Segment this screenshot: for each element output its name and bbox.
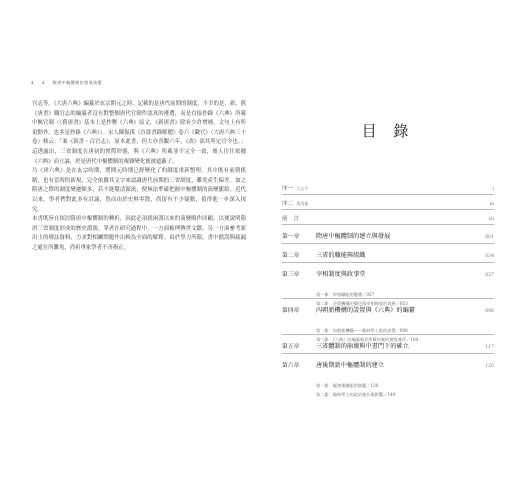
toc-page-number: 034 (485, 254, 494, 259)
toc-page-number: xii (488, 217, 494, 222)
chapter-title: 唐後期新中樞體制的建立 (316, 362, 385, 369)
chapter-number: 第六章 (282, 363, 300, 369)
toc-front-author: 王志平 (296, 186, 309, 191)
chapter-title: 隋唐中樞體制的建立與發展 (316, 233, 391, 240)
toc-chapter[interactable] (282, 299, 494, 342)
toc-front-label: 序一 (282, 186, 294, 192)
toc-section[interactable] (282, 281, 494, 297)
toc-front-item[interactable] (282, 195, 494, 210)
toc-page-number: iii (489, 202, 494, 207)
section-label: 第二節 《六典》的編纂與其所載官制的實際運作／104 (316, 336, 419, 342)
chapter-title: 宰相制度與政事堂 (316, 271, 366, 278)
chapter-title: 三省的職能與組織 (316, 252, 366, 259)
toc-section[interactable] (282, 317, 494, 333)
paragraph: 乃《唐六典》是在玄宗時期，將開元時期已經變化了的制度重新整理，其中既有前朝舊制，也有當時的新規，完全依據其文字來認識唐代前期的三省制度，難免產生偏差。加之隋唐之際的制度變遷頗多，若不能釐清源流，便無法準確把握中樞體制的演變脈絡。近代以來，學者們對此多有討論，然而由於史料零散，尚留有不少疑點，值得進一步深入探究。 (32, 168, 246, 213)
toc-page-number: i (492, 187, 494, 192)
chapter-number: 第二章 (282, 253, 300, 259)
toc-list (282, 180, 494, 397)
book-title: 隋唐中樞體制的發展演變 (52, 80, 103, 85)
toc-front-author: 黃清連 (296, 201, 309, 206)
left-page (28, 78, 250, 436)
toc-front-label: 序二 (282, 201, 294, 207)
toc-page-number: 096 (485, 309, 494, 314)
paragraph: 本書既旨在探討隋唐中樞體制的轉折，因此必須就兩漢以來的演變略作回顧，以便說明隋唐三省制度形成的歷史淵源。筆者在研究過程中，一方面梳理傳世文獻，另一方面參考新出土的碑誌資料，力求對相關問題作出較為全面的解釋。由於學力所限，書中錯誤與疏漏之處在所難免，尚祈專家學者不吝指正。 (32, 216, 246, 251)
toc-page-number: 037 (485, 273, 494, 278)
toc-front-item[interactable] (282, 210, 494, 225)
chapter-number: 第四章 (282, 308, 300, 314)
toc-page-number: 120 (485, 364, 494, 369)
page-number: 4 (31, 80, 35, 85)
section-label: 第二節 翰林學士的政治地位與影響／144 (316, 391, 396, 397)
chapter-title: 內朝新機構的設置與《六典》的編纂 (316, 307, 415, 314)
toc-front-item[interactable] (282, 180, 494, 195)
toc-section[interactable] (282, 381, 494, 397)
toc-chapter[interactable] (282, 354, 494, 397)
chapter-number: 第一章 (282, 234, 300, 240)
running-head (31, 80, 108, 86)
toc-section[interactable] (282, 290, 494, 306)
page-number-secondary: 4 (41, 80, 45, 85)
toc-title: 目 錄 (361, 122, 415, 140)
section-label: 第一節 宰相職能的變遷／057 (316, 292, 375, 297)
section-label: 第一節 內朝新機構——翰林學士院的設置／096 (316, 328, 408, 333)
toc-chapter[interactable] (282, 244, 494, 263)
toc-chapter[interactable] (282, 263, 494, 306)
chapter-title: 三省體制的崩壞與中書門下的確立 (316, 343, 409, 350)
toc-chapter[interactable] (282, 335, 494, 354)
toc-page-number: 001 (485, 235, 494, 240)
toc-front-label: 前 言 (282, 216, 299, 222)
toc-section[interactable] (282, 326, 494, 342)
section-label: 第二節 決策機構的變化與宰相制度的發展／053 (316, 300, 408, 306)
paragraph: 官志等。《大唐六典》編纂於玄宗開元之時，記載的是唐代前期的制度，不幸的是，新、舊《唐書》職官志的編纂者沒有對整個唐代官制作認真的遴選，而是直接抄錄《六典》所載中樞官制（《舊唐書》基本上是抄襲《六典》原文，《新唐書》除有少許增補，文句上有所更動外，也多是抄錄《六典》）。宋人陳振孫《直齋書錄解題》卷六《職官》（大唐六典三十卷）條云：「案《新書・百官志》，原本此書，但大亦喜觀六年，《改》部其所定官令也。」這透露出，三省制度在唐初的實際形態，與《六典》所載並不完全一致，後人往往依據《六典》而立論，於是唐代中樞體制的複雜變化便被遮蔽了。 (32, 101, 246, 165)
chapter-number: 第三章 (282, 272, 300, 278)
toc-section[interactable] (282, 372, 494, 388)
chapter-number: 第五章 (282, 344, 300, 350)
toc-page-number: 117 (485, 345, 494, 350)
section-label: 第一節 樞密使職能的演變／120 (316, 383, 379, 388)
toc-chapter[interactable] (282, 225, 494, 244)
right-page (282, 78, 494, 436)
body-text (32, 100, 246, 254)
